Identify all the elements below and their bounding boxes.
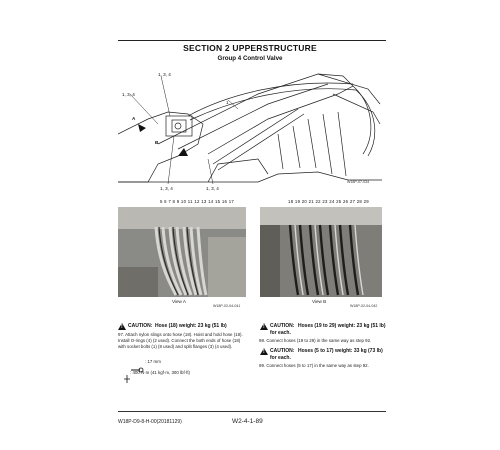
callout-mid: 1 bbox=[226, 100, 229, 105]
caution-for-right-2: for each. bbox=[270, 355, 291, 361]
callout-left: 1, 3, 4 bbox=[122, 92, 135, 97]
caution-label-right-2: CAUTION: bbox=[270, 348, 295, 354]
photo-view-a bbox=[118, 207, 246, 297]
photo-b-image bbox=[260, 207, 382, 297]
excavator-diagram bbox=[118, 64, 382, 194]
caution-icon: ! bbox=[118, 323, 126, 330]
photo-a-numbers: 5 6 7 8 9 10 11 12 13 14 15 16 17 bbox=[160, 199, 235, 204]
photo-view-b bbox=[260, 207, 382, 297]
step-99: 99. Connect hoses (5 to 17) in the same way as step 92. bbox=[259, 363, 369, 368]
photo-a-image bbox=[118, 207, 246, 297]
torque-wrench-size: : 17 mm bbox=[145, 359, 161, 364]
group-title: Group 4 Control Valve bbox=[217, 55, 283, 62]
view-mark-b: B bbox=[155, 140, 159, 145]
step-97: 97. Attach nylon slings onto hose (18). Hoist and hold hose (18). Install O-rings (4) (2 used). Connect the both ends of hose (18) with socket bolts (1) (8 used) and split flanges (3) (4 used). bbox=[118, 332, 243, 350]
caution-text-right-2: Hoses (5 to 17) weight: 33 kg (73 lb) bbox=[298, 348, 383, 354]
caution-label-left: CAUTION: bbox=[128, 323, 153, 329]
callout-bottom-right: 1, 3, 4 bbox=[206, 186, 219, 191]
page-number: W2-4-1-89 bbox=[232, 418, 263, 425]
photo-b-image-code: W18P-02-04-042 bbox=[350, 304, 378, 308]
footer-rule bbox=[118, 411, 386, 412]
diagram-image-code: W18P-07-034 bbox=[347, 180, 370, 184]
photo-b-numbers: 18 19 20 21 22 23 24 25 26 27 28 29 bbox=[288, 199, 369, 204]
photo-b-label: View B bbox=[312, 299, 327, 304]
torque-value: : 400 N·m (41 kgf·m, 300 lbf·ft) bbox=[130, 370, 191, 375]
callout-bottom-left: 1, 3, 4 bbox=[160, 186, 173, 191]
section-title: SECTION 2 UPPERSTRUCTURE bbox=[183, 43, 317, 53]
photo-a-image-code: W18P-02-04-041 bbox=[213, 304, 241, 308]
step-98: 98. Connect hoses (19 to 29) in the same way as step 92. bbox=[259, 338, 372, 343]
caution-for-right-1: for each. bbox=[270, 330, 291, 336]
caution-text-right-1: Hoses (19 to 29) weight: 23 kg (51 lb) bbox=[298, 323, 386, 329]
view-mark-a: A bbox=[132, 116, 136, 121]
caution-icon-right-2: ! bbox=[260, 348, 268, 355]
footer-doc-code: W18P-D9-8-H-00(20181129) bbox=[118, 419, 182, 425]
diagram-drawing bbox=[118, 64, 382, 194]
callout-top: 1, 3, 4 bbox=[158, 72, 171, 77]
caution-icon-right-1: ! bbox=[260, 323, 268, 330]
caution-text-left: Hose (18) weight: 23 kg (51 lb) bbox=[155, 323, 227, 329]
header-rule bbox=[118, 40, 386, 41]
caution-label-right-1: CAUTION: bbox=[270, 323, 295, 329]
photo-a-label: View A bbox=[172, 299, 186, 304]
